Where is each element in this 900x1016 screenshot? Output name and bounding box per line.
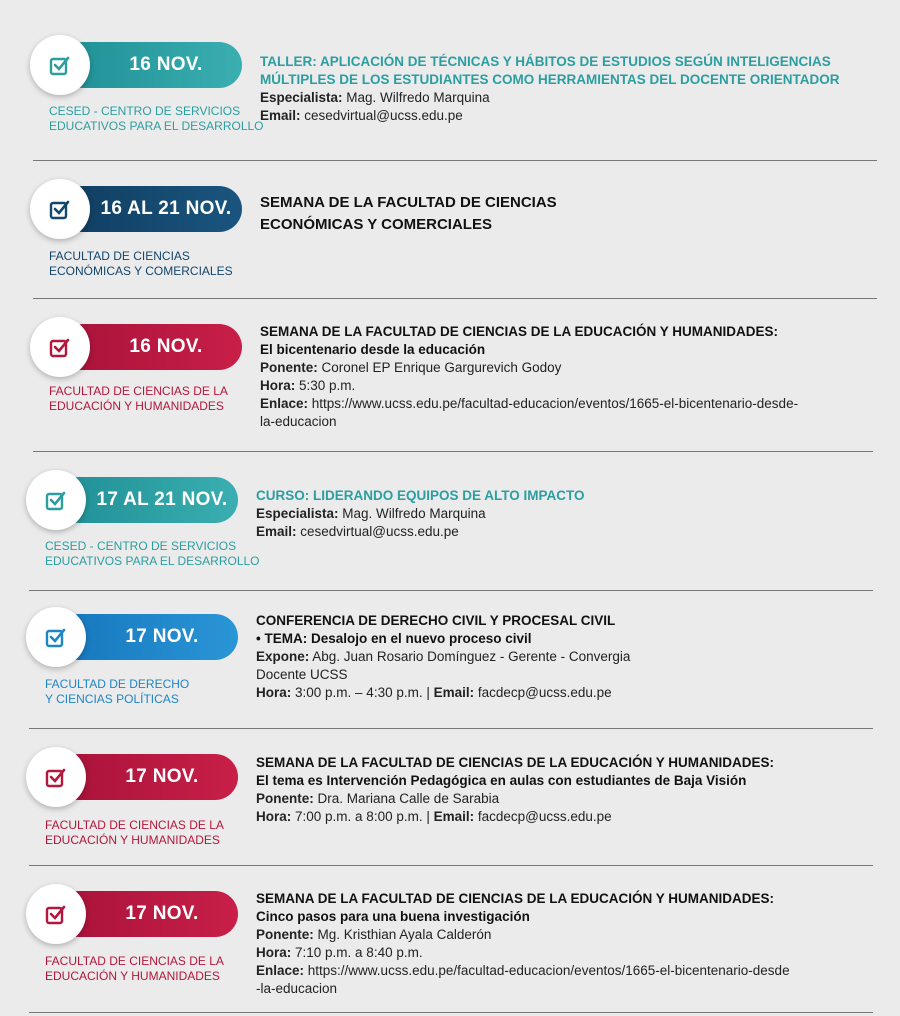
field-value: Coronel EP Enrique Gargurevich Godoy — [317, 360, 562, 375]
event-details — [260, 53, 840, 125]
field-label: Enlace: — [256, 963, 305, 978]
field-label: Hora: — [260, 378, 296, 393]
checkbox-check-icon — [49, 54, 71, 76]
date-label: 17 AL 21 NOV. — [96, 489, 228, 510]
event-title: SEMANA DE LA FACULTAD DE CIENCIAS ECONÓMICAS Y COMERCIALES — [260, 194, 557, 233]
organizer-label: FACULTAD DE CIENCIAS DE LA EDUCACIÓN Y HUMANIDADES — [49, 384, 228, 413]
field-value: Dra. Mariana Calle de Sarabia — [313, 791, 500, 806]
field-value: 5:30 p.m. — [295, 378, 356, 393]
field-label: Hora: — [256, 685, 292, 700]
organizer-label: CESED - CENTRO DE SERVICIOS EDUCATIVOS PARA EL DESARROLLO — [49, 104, 264, 133]
checkbox-icon-badge — [26, 884, 86, 944]
field-label: Expone: — [256, 649, 310, 664]
checkbox-icon-badge — [26, 607, 86, 667]
detail-line — [260, 377, 798, 395]
date-label: 16 NOV. — [129, 54, 203, 75]
field-label: Enlace: — [260, 396, 309, 411]
field-label: Email: — [260, 108, 301, 123]
divider — [29, 728, 873, 729]
detail-line — [256, 944, 790, 962]
detail-line — [256, 808, 774, 826]
divider — [33, 298, 877, 299]
field-label: Ponente: — [256, 927, 314, 942]
event-subtitle: • TEMA: Desalojo en el nuevo proceso civil — [256, 631, 532, 646]
checkbox-icon-badge — [30, 179, 90, 239]
detail-line — [260, 89, 840, 107]
field-label: Especialista: — [256, 506, 339, 521]
event-subtitle: Cinco pasos para una buena investigación — [256, 909, 530, 924]
event-title: CURSO: LIDERANDO EQUIPOS DE ALTO IMPACTO — [256, 488, 585, 503]
event-details — [260, 192, 557, 236]
field-value: Abg. Juan Rosario Domínguez - Gerente - Convergia Docente UCSS — [256, 649, 631, 682]
field-label: Especialista: — [260, 90, 343, 105]
event-details — [256, 612, 630, 702]
field-value: Mag. Wilfredo Marquina — [342, 90, 490, 105]
checkbox-check-icon — [49, 336, 71, 358]
organizer-label: FACULTAD DE CIENCIAS DE LA EDUCACIÓN Y HUMANIDADES — [45, 954, 224, 983]
date-label: 17 NOV. — [125, 626, 199, 647]
event-details — [256, 487, 585, 541]
date-label: 17 NOV. — [125, 903, 199, 924]
detail-line — [256, 505, 585, 523]
event-title: CONFERENCIA DE DERECHO CIVIL Y PROCESAL CIVIL — [256, 613, 616, 628]
field-value: 7:00 p.m. a 8:00 p.m. | — [291, 809, 434, 824]
event-subtitle: El bicentenario desde la educación — [260, 342, 486, 357]
event-details — [260, 323, 798, 431]
event-title: SEMANA DE LA FACULTAD DE CIENCIAS DE LA EDUCACIÓN Y HUMANIDADES: — [260, 324, 779, 339]
checkbox-check-icon — [49, 198, 71, 220]
field-value: facdecp@ucss.edu.pe — [474, 685, 612, 700]
detail-line — [256, 962, 790, 998]
checkbox-check-icon — [45, 626, 67, 648]
divider — [29, 590, 873, 591]
checkbox-icon-badge — [30, 317, 90, 377]
event-link[interactable]: https://www.ucss.edu.pe/facultad-educacion/eventos/1665-el-bicentenario-desde -la-educacion — [256, 963, 790, 996]
event-details — [256, 754, 774, 826]
event-title: SEMANA DE LA FACULTAD DE CIENCIAS DE LA EDUCACIÓN Y HUMANIDADES: — [256, 891, 775, 906]
detail-line — [260, 107, 840, 125]
detail-line — [256, 926, 790, 944]
field-value: Mag. Wilfredo Marquina — [338, 506, 486, 521]
field-label: Email: — [256, 524, 297, 539]
organizer-label: FACULTAD DE DERECHO Y CIENCIAS POLÍTICAS — [45, 677, 190, 706]
event-title: TALLER: APLICACIÓN DE TÉCNICAS Y HÁBITOS DE ESTUDIOS SEGÚN INTELIGENCIAS MÚLTIPLES DE LOS ESTUDIANTES COMO HERRAMIENTAS DEL DOCENTE ORIENTADOR — [260, 54, 840, 87]
checkbox-icon-badge — [30, 35, 90, 95]
divider — [33, 451, 873, 452]
divider — [29, 1012, 873, 1013]
field-label: Email: — [433, 809, 475, 824]
organizer-label: FACULTAD DE CIENCIAS DE LA EDUCACIÓN Y HUMANIDADES — [45, 818, 224, 847]
divider — [29, 865, 873, 866]
checkbox-icon-badge — [26, 470, 86, 530]
detail-line — [256, 648, 630, 684]
detail-line — [260, 395, 798, 431]
date-label: 16 NOV. — [129, 336, 203, 357]
field-label: Hora: — [256, 809, 292, 824]
detail-line — [256, 523, 585, 541]
organizer-label: CESED - CENTRO DE SERVICIOS EDUCATIVOS PARA EL DESARROLLO — [45, 539, 260, 568]
field-value: 3:00 p.m. – 4:30 p.m. | — [291, 685, 434, 700]
field-value: Mg. Kristhian Ayala Calderón — [313, 927, 492, 942]
field-label: Ponente: — [260, 360, 318, 375]
detail-line — [256, 790, 774, 808]
organizer-label: FACULTAD DE CIENCIAS ECONÓMICAS Y COMERCIALES — [49, 249, 233, 278]
field-value: cesedvirtual@ucss.edu.pe — [300, 108, 463, 123]
detail-line — [260, 359, 798, 377]
field-value: cesedvirtual@ucss.edu.pe — [296, 524, 459, 539]
event-link[interactable]: https://www.ucss.edu.pe/facultad-educacion/eventos/1665-el-bicentenario-desde- la-educacion — [260, 396, 799, 429]
date-label: 17 NOV. — [125, 766, 199, 787]
field-label: Ponente: — [256, 791, 314, 806]
checkbox-check-icon — [45, 766, 67, 788]
date-label: 16 AL 21 NOV. — [100, 198, 232, 219]
field-value: 7:10 p.m. a 8:40 p.m. — [291, 945, 423, 960]
detail-line — [256, 684, 630, 702]
event-subtitle: El tema es Intervención Pedagógica en aulas con estudiantes de Baja Visión — [256, 773, 747, 788]
field-label: Hora: — [256, 945, 292, 960]
field-value: facdecp@ucss.edu.pe — [474, 809, 612, 824]
divider — [33, 160, 877, 161]
field-label: Email: — [433, 685, 475, 700]
event-details — [256, 890, 790, 998]
checkbox-check-icon — [45, 903, 67, 925]
checkbox-icon-badge — [26, 747, 86, 807]
checkbox-check-icon — [45, 489, 67, 511]
event-title: SEMANA DE LA FACULTAD DE CIENCIAS DE LA EDUCACIÓN Y HUMANIDADES: — [256, 755, 775, 770]
